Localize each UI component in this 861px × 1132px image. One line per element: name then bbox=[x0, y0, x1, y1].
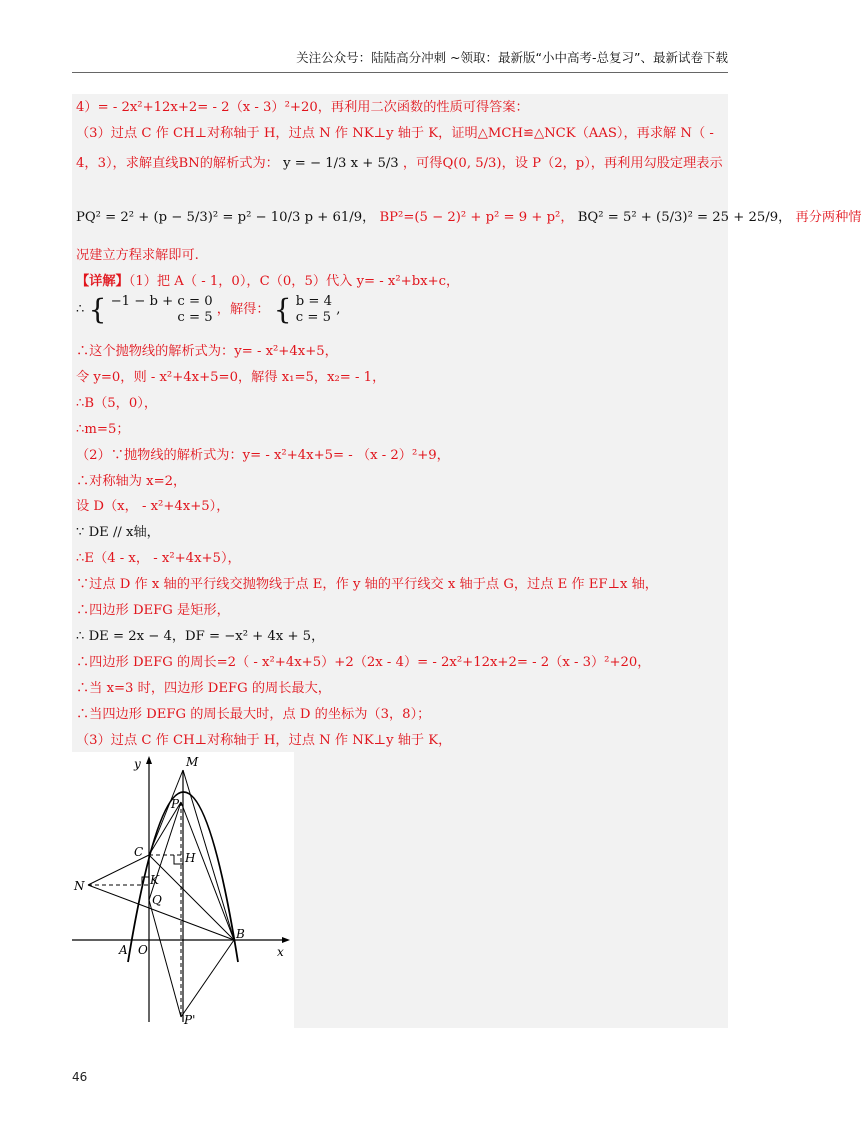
text-line-21: ∴当 x=3 时，四边形 DEFG 的周长最大， bbox=[76, 681, 331, 696]
label-x: x bbox=[277, 945, 284, 959]
system1-eq2: c = 5 bbox=[177, 310, 213, 325]
text-line-2: （3）过点 C 作 CH⊥对称轴于 H，过点 N 作 NK⊥y 轴于 K，证明△MCH≌△NCK（AAS），再求解 N（ - bbox=[76, 126, 714, 141]
label-A: A bbox=[119, 943, 128, 957]
text-line-3 bbox=[76, 152, 723, 171]
text-line-22: ∴当四边形 DEFG 的周长最大时，点 D 的坐标为（3，8）； bbox=[76, 707, 431, 722]
text-line-3a: 4，3），求解直线BN的解析式为： bbox=[76, 156, 279, 171]
text-line-14: 设 D（x， - x²+4x+5）， bbox=[76, 499, 230, 514]
text-line-16: ∴E（4 - x， - x²+4x+5）， bbox=[76, 551, 241, 566]
label-N: N bbox=[74, 879, 85, 893]
system1-eq1: −1 − b + c = 0 bbox=[110, 294, 213, 309]
text-line-1: 4）= - 2x²+12x+2= - 2（x - 3）²+20，再利用二次函数的性质可得答案： bbox=[76, 100, 529, 115]
label-C: C bbox=[134, 845, 144, 859]
text-line-13: ∴对称轴为 x=2， bbox=[76, 474, 187, 489]
page-number: 46 bbox=[72, 1070, 88, 1084]
label-Pprime: P' bbox=[184, 1013, 196, 1027]
label-H: H bbox=[185, 851, 196, 865]
text-line-4 bbox=[76, 206, 861, 225]
text-line-5: 况建立方程求解即可. bbox=[76, 248, 199, 263]
label-P: P bbox=[171, 797, 180, 811]
label-B: B bbox=[236, 927, 245, 941]
text-line-15: ∵ DE // x轴， bbox=[76, 525, 160, 540]
label-K: K bbox=[150, 873, 159, 887]
label-O: O bbox=[138, 943, 148, 957]
text-line-7: ∴ { −1 − b + c = 0 c = 5 ，解得： { b = 4 c = 5 , bbox=[76, 293, 341, 326]
x-axis-arrow bbox=[282, 937, 290, 943]
page-header: 关注公众号：陆陆高分冲刺 ~领取：最新版“小中高考-总复习”、最新试卷下载 bbox=[296, 50, 728, 65]
label-M: M bbox=[186, 755, 199, 769]
segment-Pprime-Q bbox=[149, 900, 181, 1017]
detail-tag: 【详解】 bbox=[76, 274, 129, 289]
y-axis-arrow bbox=[146, 756, 152, 764]
text-line-4-end: 再分两种情 bbox=[795, 210, 861, 225]
pq-square-equation: PQ² = 2² + (p − 5/3)² = p² − 10/3 p + 61/9， bbox=[76, 210, 376, 225]
bq-square-equation: BQ² = 5² + (5/3)² = 25 + 25/9， bbox=[577, 210, 792, 225]
text-line-8: ∴这个抛物线的解析式为：y= - x²+4x+5， bbox=[76, 344, 338, 359]
segment-NC bbox=[88, 855, 149, 885]
right-angle-H bbox=[174, 855, 183, 864]
line-bn-equation: y = − 1/3 x + 5/3 bbox=[283, 156, 399, 171]
text-line-6-body: （1）把 A（ - 1，0），C（0，5）代入 y= - x²+bx+c， bbox=[128, 274, 460, 289]
text-line-18: ∴四边形 DEFG 是矩形， bbox=[76, 603, 230, 618]
segment-Pprime-B bbox=[181, 940, 234, 1017]
text-line-3b: ，可得Q(0, 5/3)，设 P（2，p），再利用勾股定理表示 bbox=[402, 156, 723, 171]
bp-square-equation: BP²=(5 − 2)² + p² = 9 + p²， bbox=[379, 210, 574, 225]
system2-eq1: b = 4 bbox=[295, 294, 333, 309]
label-Q: Q bbox=[152, 893, 162, 907]
label-y: y bbox=[134, 757, 141, 771]
text-line-12: （2）∵抛物线的解析式为：y= - x²+4x+5= - （x - 2）²+9， bbox=[76, 448, 450, 463]
text-line-11: ∴m=5； bbox=[76, 422, 130, 437]
text-line-17: ∵过点 D 作 x 轴的平行线交抛物线于点 E，作 y 轴的平行线交 x 轴于点 G，过点 E 作 EF⊥x 轴， bbox=[76, 577, 658, 592]
text-line-6 bbox=[76, 270, 459, 289]
text-line-20: ∴四边形 DEFG 的周长=2（ - x²+4x+5）+2（2x - 4）= - 2x²+12x+2= - 2（x - 3）²+20， bbox=[76, 655, 651, 670]
text-line-9: 令 y=0，则 - x²+4x+5=0，解得 x₁=5，x₂= - 1， bbox=[76, 370, 386, 385]
text-line-10: ∴B（5，0）， bbox=[76, 396, 158, 411]
geometry-figure bbox=[72, 752, 294, 1028]
system2-eq2: c = 5 bbox=[295, 310, 331, 325]
text-line-23: （3）过点 C 作 CH⊥对称轴于 H，过点 N 作 NK⊥y 轴于 K， bbox=[76, 733, 452, 748]
text-line-19: ∴ DE = 2x − 4，DF = −x² + 4x + 5， bbox=[76, 629, 325, 644]
solve-label: ，解得： bbox=[216, 302, 270, 317]
header-divider bbox=[72, 72, 728, 73]
